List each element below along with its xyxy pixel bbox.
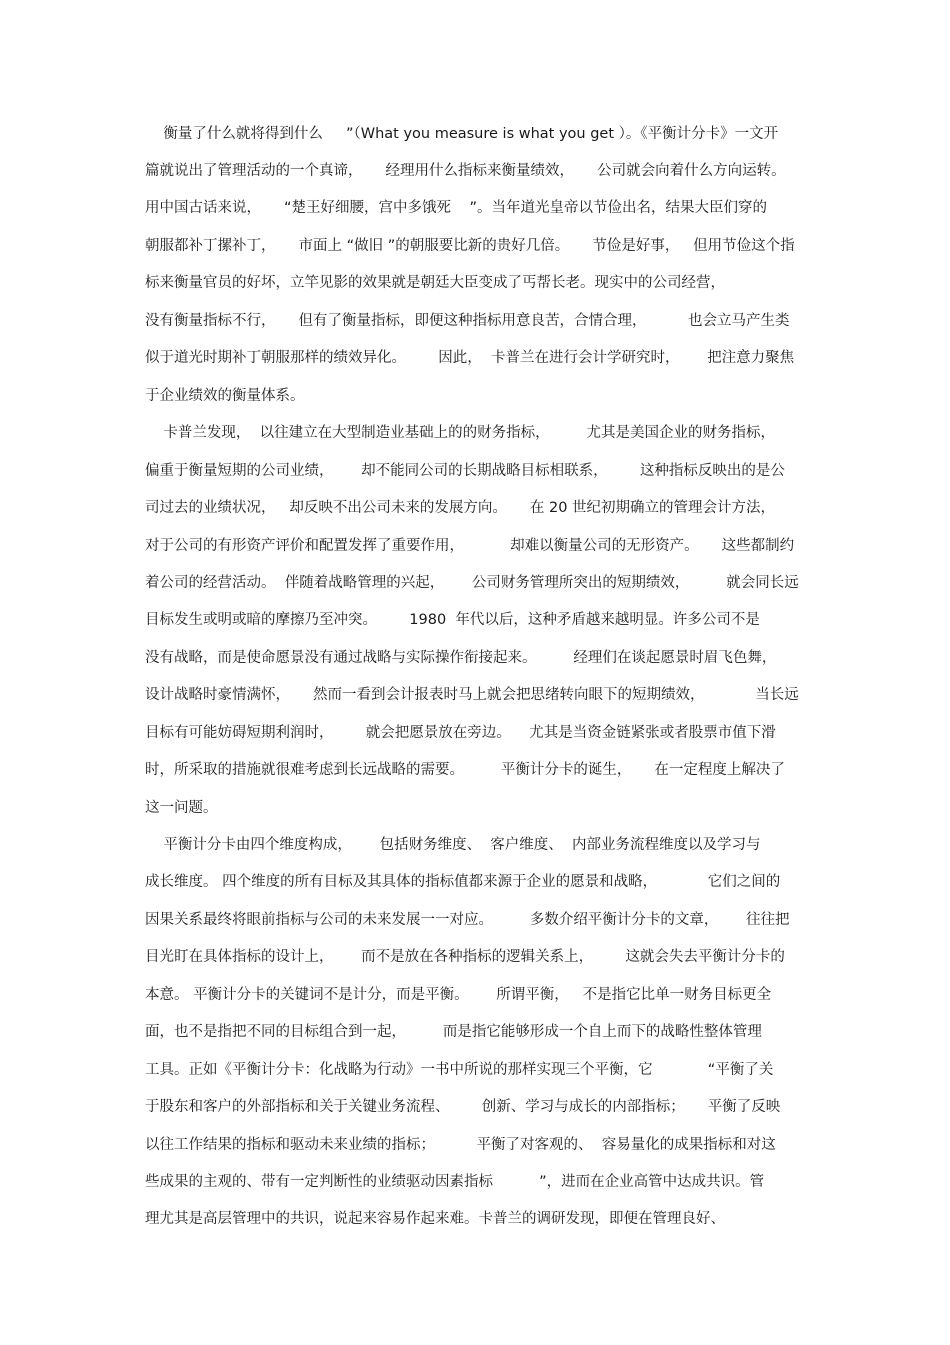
text-line: 目标发生或明或暗的摩擦乃至冲突。 1980 年代以后，这种矛盾越来越明显。许多公司不是 <box>145 612 760 628</box>
text-line: 面，也不是指把不同的目标组合到一起， 而是指它能够形成一个自上而下的战略性整体管理 <box>145 1024 762 1040</box>
text-line: 对于公司的有形资产评价和配置发挥了重要作用， 却难以衡量公司的无形资产。 这些都制约 <box>145 538 795 554</box>
text-line: 偏重于衡量短期的公司业绩， 却不能同公司的长期战略目标相联系， 这种指标反映出的是公 <box>145 463 785 479</box>
text-line: 些成果的主观的、带有一定判断性的业绩驱动因素指标 ”，进而在企业高管中达成共识。管 <box>145 1174 765 1190</box>
text-line: 以往工作结果的指标和驱动未来业绩的指标； 平衡了对客观的、 容易量化的成果指标和对这 <box>145 1137 776 1153</box>
text-line: 成长维度。 四个维度的所有目标及其具体的指标值都来源于企业的愿景和战略， 它们之间的 <box>145 874 781 890</box>
text-line: 没有衡量指标不行， 但有了衡量指标，即便这种指标用意良苦，合情合理， 也会立马产生类 <box>145 313 790 329</box>
text-line: 朝服都补丁摞补丁， 市面上 “做旧 ”的朝服要比新的贵好几倍。 节俭是好事， 但用节俭这个指 <box>145 238 795 254</box>
text-line: 于企业绩效的衡量体系。 <box>145 388 305 404</box>
text-line: 这一问题。 <box>145 800 218 816</box>
text-line: 用中国古话来说， “楚王好细腰，宫中多饿死 ”。当年道光皇帝以节俭出名，结果大臣们穿的 <box>145 200 768 216</box>
text-line: 时，所采取的措施就很难考虑到长远战略的需要。 平衡计分卡的诞生， 在一定程度上解决了 <box>145 762 785 778</box>
text-line: 设计战略时豪情满怀， 然而一看到会计报表时马上就会把思绪转向眼下的短期绩效， 当长远 <box>145 687 799 703</box>
text-line: 标来衡量官员的好坏，立竿见影的效果就是朝廷大臣变成了丐帮长老。现实中的公司经营， <box>145 275 725 291</box>
text-line: 卡普兰发现， 以往建立在大型制造业基础上的的财务指标， 尤其是美国企业的财务指标， <box>145 425 776 441</box>
text-line: 因果关系最终将眼前指标与公司的未来发展一一对应。 多数介绍平衡计分卡的文章， 往往把 <box>145 912 790 928</box>
text-line: 目标有可能妨碍短期利润时， 就会把愿景放在旁边。 尤其是当资金链紧张或者股票市值下滑 <box>145 725 776 741</box>
text-line: 工具。正如《平衡计分卡：化战略为行动》一书中所说的那样实现三个平衡，它 “平衡了关 <box>145 1062 774 1078</box>
text-line: 于股东和客户的外部指标和关于关键业务流程、 创新、学习与成长的内部指标； 平衡了反映 <box>145 1099 781 1115</box>
text-line: 衡量了什么就将得到什么 ”（What you measure is what you get ）。《平衡计分卡》一文开 <box>145 126 779 142</box>
text-line: 本意。 平衡计分卡的关键词不是计分，而是平衡。 所谓平衡， 不是指它比单一财务目标更全 <box>145 987 772 1003</box>
text-line: 平衡计分卡由四个维度构成， 包括财务维度、 客户维度、 内部业务流程维度以及学习与 <box>145 837 761 853</box>
text-line: 目光盯在具体指标的设计上， 而不是放在各种指标的逻辑关系上， 这就会失去平衡计分卡的 <box>145 949 785 965</box>
text-line: 理尤其是高层管理中的共识，说起来容易作起来难。卡普兰的调研发现，即便在管理良好、 <box>145 1211 725 1227</box>
text-line: 着公司的经营活动。 伴随着战略管理的兴起， 公司财务管理所突出的短期绩效， 就会同长远 <box>145 575 799 591</box>
text-line: 司过去的业绩状况， 却反映不出公司未来的发展方向。 在 20 世纪初期确立的管理会计方法， <box>145 500 776 516</box>
text-line: 没有战略，而是使命愿景没有通过战略与实际操作衔接起来。 经理们在谈起愿景时眉飞色舞， <box>145 650 777 666</box>
text-line: 篇就说出了管理活动的一个真谛， 经理用什么指标来衡量绩效， 公司就会向着什么方向运转。 <box>145 163 786 179</box>
text-line: 似于道光时期补丁朝服那样的绩效异化。 因此， 卡普兰在进行会计学研究时， 把注意力聚焦 <box>145 350 795 366</box>
